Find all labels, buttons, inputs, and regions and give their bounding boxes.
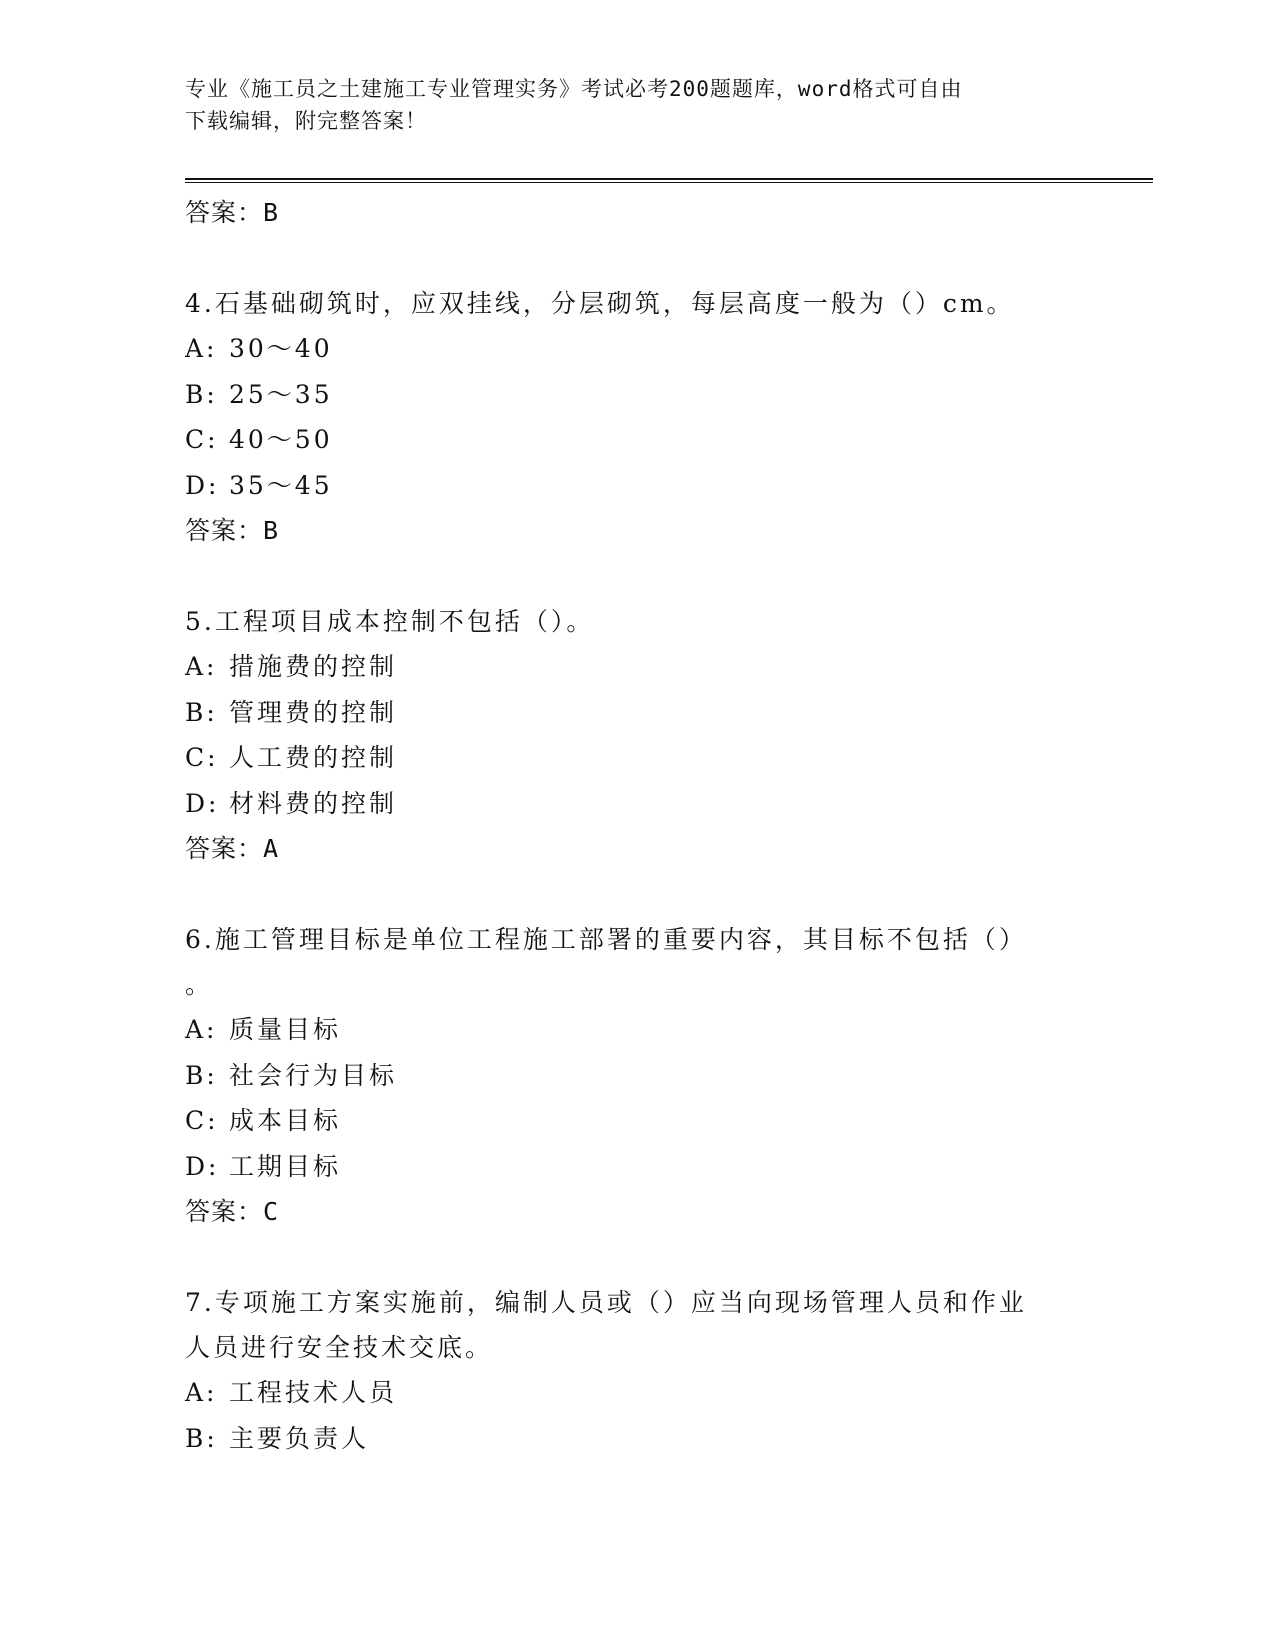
question-text: 4.石基础砌筑时，应双挂线，分层砌筑，每层高度一般为（）cm。 xyxy=(185,289,1015,318)
option-key: D: xyxy=(185,788,220,818)
option-d xyxy=(185,1144,1085,1190)
option-b xyxy=(185,372,1085,418)
option-key: B: xyxy=(185,1423,218,1453)
option-a xyxy=(185,644,1085,690)
option-text: 人工费的控制 xyxy=(229,743,398,772)
option-text: 25～35 xyxy=(229,379,333,409)
exam-content xyxy=(185,190,1085,1461)
question-block xyxy=(185,1280,1085,1461)
question-block xyxy=(185,917,1085,1234)
answer-line: 答案：B xyxy=(185,198,280,227)
option-text: 管理费的控制 xyxy=(229,697,398,727)
option-key: C: xyxy=(185,1106,219,1135)
option-text: 主要负责人 xyxy=(229,1423,370,1453)
option-c xyxy=(185,735,1085,781)
option-c xyxy=(185,417,1085,463)
option-text: 35～45 xyxy=(229,470,333,500)
question-text-continued: 。 xyxy=(185,970,214,999)
question-block xyxy=(185,599,1085,871)
option-d xyxy=(185,781,1085,827)
option-b xyxy=(185,1416,1085,1462)
answer-line: 答案：B xyxy=(185,516,280,545)
header-line-2: 下载编辑，附完整答案！ xyxy=(185,109,427,133)
option-text: 工程技术人员 xyxy=(229,1378,398,1407)
option-a xyxy=(185,1370,1085,1416)
header-rule-thin xyxy=(185,182,1153,183)
option-text: 材料费的控制 xyxy=(229,788,398,818)
option-text: 社会行为目标 xyxy=(229,1060,398,1090)
option-text: 措施费的控制 xyxy=(229,652,398,681)
option-text: 30～40 xyxy=(229,334,333,363)
option-key: B: xyxy=(185,697,218,727)
option-c xyxy=(185,1098,1085,1144)
question-text: 5.工程项目成本控制不包括（）。 xyxy=(185,607,595,636)
answer-line: 答案：A xyxy=(185,834,280,863)
option-text: 40～50 xyxy=(229,425,333,454)
option-key: A: xyxy=(185,1378,218,1407)
header-line-1: 专业《施工员之土建施工专业管理实务》考试必考200题题库，word格式可自由 xyxy=(185,77,963,101)
option-b xyxy=(185,690,1085,736)
option-d xyxy=(185,463,1085,509)
option-key: A: xyxy=(185,1015,218,1044)
option-b xyxy=(185,1053,1085,1099)
option-key: D: xyxy=(185,470,220,500)
option-key: D: xyxy=(185,1151,220,1181)
question-block xyxy=(185,281,1085,553)
option-text: 质量目标 xyxy=(229,1015,342,1044)
option-key: B: xyxy=(185,379,218,409)
header-rule-thick xyxy=(185,178,1153,180)
option-text: 成本目标 xyxy=(229,1106,342,1135)
option-key: C: xyxy=(185,743,219,772)
question-text: 7.专项施工方案实施前，编制人员或（）应当向现场管理人员和作业 xyxy=(185,1288,1027,1317)
answer-line: 答案：C xyxy=(185,1197,280,1226)
option-a xyxy=(185,1007,1085,1053)
document-header xyxy=(185,73,1065,137)
option-key: A: xyxy=(185,334,218,363)
question-text-continued: 人员进行安全技术交底。 xyxy=(185,1333,494,1362)
option-key: C: xyxy=(185,425,219,454)
option-key: B: xyxy=(185,1060,218,1090)
option-text: 工期目标 xyxy=(229,1151,342,1181)
question-text: 6.施工管理目标是单位工程施工部署的重要内容，其目标不包括（） xyxy=(185,925,1027,954)
option-key: A: xyxy=(185,652,218,681)
option-a xyxy=(185,326,1085,372)
